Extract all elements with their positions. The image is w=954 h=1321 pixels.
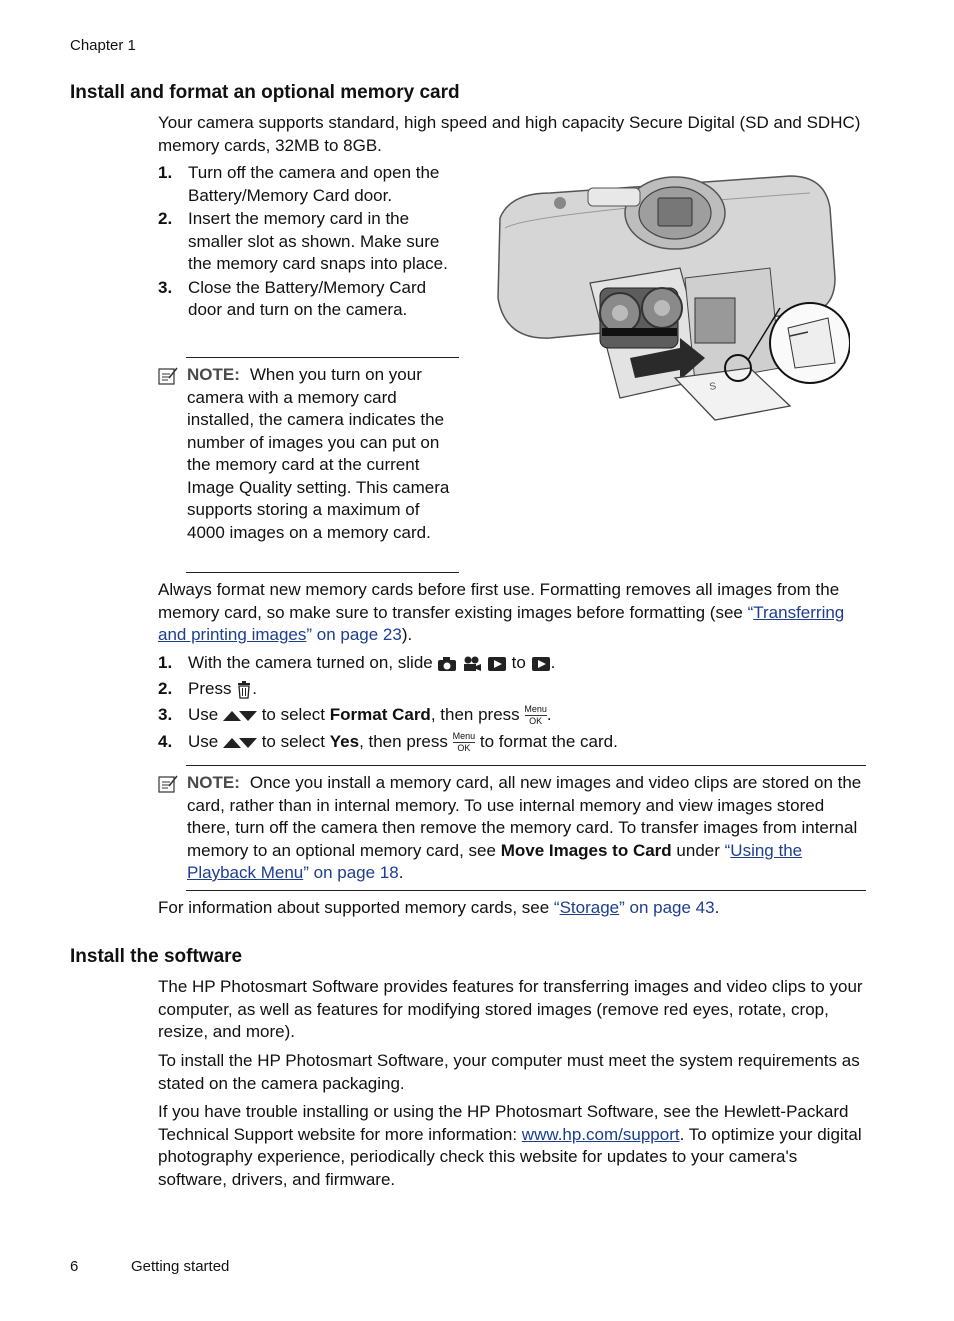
note-divider-top <box>186 357 459 358</box>
chapter-header: Chapter 1 <box>70 37 136 54</box>
format-steps <box>158 652 870 757</box>
section-title-memory-card: Install and format an optional memory card <box>70 82 460 103</box>
list-item: 1. Turn off the camera and open the Battery/Memory Card door. <box>158 163 440 205</box>
note2-divider-bottom <box>186 890 866 891</box>
software-paragraph-2: To install the HP Photosmart Software, your computer must meet the system requirements as stated on the camera packaging. <box>158 1051 860 1093</box>
page-number: 6 <box>70 1258 79 1275</box>
link-transferring-printing[interactable]: “Transferring and printing images” on page 23 <box>158 602 845 644</box>
list-item: 1. With the camera turned on, slide to . <box>158 653 556 672</box>
link-storage[interactable]: “Storage” on page 43 <box>553 898 715 917</box>
camera-memory-card-illustration <box>490 168 850 430</box>
video-mode-icon <box>462 656 482 672</box>
software-paragraph-3: If you have trouble installing or using the HP Photosmart Software, see the Hewlett-Packard Technical Support website for more information: www.hp.com/support. To optimize your digital photography experience, periodically check this website for updates to your camera's software, drivers, and firmware. <box>158 1102 862 1189</box>
camera-mode-icon <box>437 656 457 672</box>
note-label: NOTE: <box>187 773 240 792</box>
list-item: 3. Close the Battery/Memory Card door and turn on the camera. <box>158 277 427 319</box>
note2-divider-top <box>186 765 866 766</box>
list-item: 2. Insert the memory card in the smaller slot as shown. Make sure the memory card snaps into place. <box>158 209 448 273</box>
format-paragraph: Always format new memory cards before first use. Formatting removes all images from the memory card, so make sure to transfer existing images before formatting (see “Transferring and printing images” on page 23). <box>158 580 845 644</box>
list-item: 4. Use to select Yes, then press Menu OK to format the card. <box>158 731 618 754</box>
down-arrow-icon <box>239 711 257 721</box>
down-arrow-icon <box>239 738 257 748</box>
note-box-2: NOTE: Once you install a memory card, all new images and video clips are stored on the card, rather than in internal memory. To use internal memory and view images stored there, turn off the camera then remove the memory card. To transfer images from internal memory to an optional memory card, see Move Images to Card under “Using the Playback Menu” on page 18. <box>158 772 870 885</box>
storage-paragraph: For information about supported memory cards, see “Storage” on page 43. <box>158 898 720 917</box>
svg-text:S: S <box>708 380 718 393</box>
link-playback-menu[interactable]: “Using the Playback Menu” on page 18 <box>187 840 803 882</box>
note-divider-bottom <box>186 572 459 573</box>
note-pencil-icon <box>158 774 178 794</box>
link-hp-support[interactable]: www.hp.com/support <box>521 1124 680 1144</box>
note-box-1 <box>158 364 459 544</box>
intro-paragraph: Your camera supports standard, high speed and high capacity Secure Digital (SD and SDHC) memory cards, 32MB to 8GB. <box>158 113 861 155</box>
menu-ok-icon: Menu OK <box>524 704 547 727</box>
list-item: 2. Press . <box>158 679 257 698</box>
software-paragraph-1: The HP Photosmart Software provides features for transferring images and video clips to your computer, as well as features for modifying stored images (remove red eyes, rotate, crop, resize, and more). <box>158 977 863 1041</box>
trash-icon <box>236 681 252 699</box>
playback-icon <box>531 656 551 672</box>
playback-icon <box>487 656 507 672</box>
list-item: 3. Use to select Format Card, then press Menu OK . <box>158 704 552 727</box>
note-text: When you turn on your camera with a memory card installed, the camera indicates the number of images you can put on the memory card at the current Image Quality setting. This camera supports storing a maximum of 4000 images on a memory card. <box>187 365 450 542</box>
menu-ok-icon: Menu OK <box>452 731 476 754</box>
footer-section-name: Getting started <box>131 1258 230 1275</box>
section-title-software: Install the software <box>70 946 243 967</box>
note-label: NOTE: <box>187 365 240 384</box>
note-pencil-icon <box>158 366 178 386</box>
install-steps <box>158 162 463 322</box>
